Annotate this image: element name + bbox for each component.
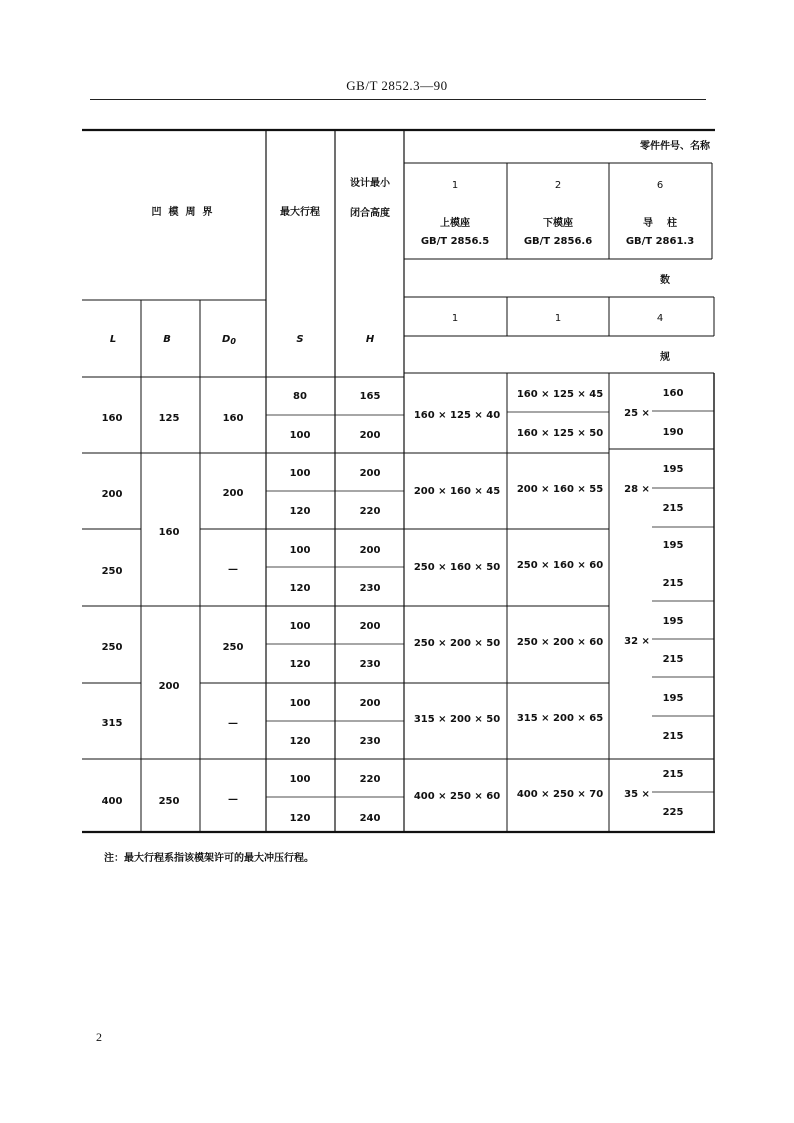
L-value-1: 200	[101, 489, 123, 500]
stroke-value-11: 120	[289, 813, 311, 824]
stroke-value-4: 100	[289, 545, 311, 556]
upper-die-base-0: 160 × 125 × 40	[413, 410, 501, 421]
upper-die-base-2: 250 × 160 × 50	[413, 562, 501, 573]
guide-length-6: 195	[662, 616, 684, 627]
symbol-B: B	[163, 334, 171, 345]
D0-value-2: —	[228, 564, 238, 575]
quantity-label: 数	[660, 275, 670, 286]
closed-height-value-4: 200	[359, 545, 381, 556]
L-value-2: 250	[101, 566, 123, 577]
upper-die-base-1: 200 × 160 × 45	[413, 486, 501, 497]
closed-height-value-8: 200	[359, 698, 381, 709]
lower-die-base-5: 315 × 200 × 65	[516, 713, 604, 724]
B-value-1: 160	[158, 527, 180, 538]
closed-height-value-5: 230	[359, 583, 381, 594]
B-value-0: 125	[158, 413, 180, 424]
part-header: 零件件号、名称	[640, 141, 710, 152]
symbol-L: L	[109, 334, 117, 345]
part-name-upper-die-base: 上模座	[440, 218, 470, 229]
qty-lower-die-base: 1	[554, 313, 562, 324]
lower-die-base-1: 160 × 125 × 50	[516, 428, 604, 439]
L-value-4: 315	[101, 718, 123, 729]
stroke-value-6: 100	[289, 621, 311, 632]
die-base-values	[414, 389, 603, 802]
lower-die-base-0: 160 × 125 × 45	[516, 389, 604, 400]
part-number-1: 1	[451, 180, 459, 191]
D0-value-0: 160	[222, 413, 244, 424]
guide-length-5: 215	[662, 578, 684, 589]
closed-height-value-9: 230	[359, 736, 381, 747]
L-value-5: 400	[101, 796, 123, 807]
qty-upper-die-base: 1	[451, 313, 459, 324]
left-values	[102, 413, 244, 807]
guide-diameter-1: 28 ×	[624, 484, 650, 495]
closed-height-value-7: 230	[359, 659, 381, 670]
B-value-3: 250	[158, 796, 180, 807]
min-height-header-line2: 闭合高度	[350, 208, 390, 219]
perimeter-header: 凹 模 周 界	[151, 207, 213, 218]
part-name-guide-pillar: 导 柱	[643, 218, 677, 229]
L-value-3: 250	[101, 642, 123, 653]
guide-length-10: 215	[662, 769, 684, 780]
symbol-D0: $D_0$	[222, 334, 236, 346]
lower-die-base-3: 250 × 160 × 60	[516, 560, 604, 571]
lower-die-base-6: 400 × 250 × 70	[516, 789, 604, 800]
part-name-lower-die-base: 下模座	[543, 218, 573, 229]
guide-length-11: 225	[662, 807, 684, 818]
L-value-0: 160	[101, 413, 123, 424]
max-stroke-header: 最大行程	[280, 207, 320, 218]
part-number-6: 6	[656, 180, 664, 191]
guide-values	[624, 388, 683, 818]
closed-height-value-6: 200	[359, 621, 381, 632]
guide-diameter-0: 25 ×	[624, 408, 650, 419]
stroke-value-5: 120	[289, 583, 311, 594]
part-std-upper-die-base: GB/T 2856.5	[420, 236, 490, 247]
standard-code-header: GB/T 2852.3—90	[346, 78, 448, 93]
qty-guide-pillar: 4	[656, 313, 664, 324]
closed-height-value-2: 200	[359, 468, 381, 479]
closed-height-value-10: 220	[359, 774, 381, 785]
stroke-value-9: 120	[289, 736, 311, 747]
page-number: 2	[96, 1030, 102, 1044]
guide-length-4: 195	[662, 540, 684, 551]
table-grid	[82, 130, 715, 832]
guide-length-1: 190	[662, 427, 684, 438]
guide-length-8: 195	[662, 693, 684, 704]
stroke-value-3: 120	[289, 506, 311, 517]
symbol-H: H	[365, 334, 375, 345]
part-number-2: 2	[554, 180, 562, 191]
D0-value-5: —	[228, 794, 238, 805]
closed-height-value-11: 240	[359, 813, 381, 824]
D0-value-1: 200	[222, 488, 244, 499]
closed-height-value-1: 200	[359, 430, 381, 441]
lower-die-base-2: 200 × 160 × 55	[516, 484, 604, 495]
footnote: 注：最大行程系指该模架许可的最大冲压行程。	[104, 853, 314, 864]
stroke-value-0: 80	[293, 391, 307, 402]
guide-diameter-2: 32 ×	[624, 636, 650, 647]
guide-diameter-3: 35 ×	[624, 789, 650, 800]
D0-value-4: —	[228, 718, 238, 729]
guide-length-3: 215	[662, 503, 684, 514]
upper-die-base-4: 315 × 200 × 50	[413, 714, 501, 725]
stroke-value-10: 100	[289, 774, 311, 785]
part-std-lower-die-base: GB/T 2856.6	[523, 236, 593, 247]
stroke-value-2: 100	[289, 468, 311, 479]
spec-label: 规	[660, 352, 670, 363]
guide-length-9: 215	[662, 731, 684, 742]
B-value-2: 200	[158, 681, 180, 692]
upper-die-base-3: 250 × 200 × 50	[413, 638, 501, 649]
stroke-value-8: 100	[289, 698, 311, 709]
min-height-header-line1: 设计最小	[350, 178, 390, 189]
symbol-S: S	[296, 334, 304, 345]
upper-die-base-5: 400 × 250 × 60	[413, 791, 501, 802]
closed-height-value-0: 165	[359, 391, 381, 402]
part-std-guide-pillar: GB/T 2861.3	[625, 236, 695, 247]
guide-length-2: 195	[662, 464, 684, 475]
D0-value-3: 250	[222, 642, 244, 653]
guide-length-7: 215	[662, 654, 684, 665]
stroke-value-1: 100	[289, 430, 311, 441]
guide-length-0: 160	[662, 388, 684, 399]
lower-die-base-4: 250 × 200 × 60	[516, 637, 604, 648]
stroke-value-7: 120	[289, 659, 311, 670]
closed-height-value-3: 220	[359, 506, 381, 517]
